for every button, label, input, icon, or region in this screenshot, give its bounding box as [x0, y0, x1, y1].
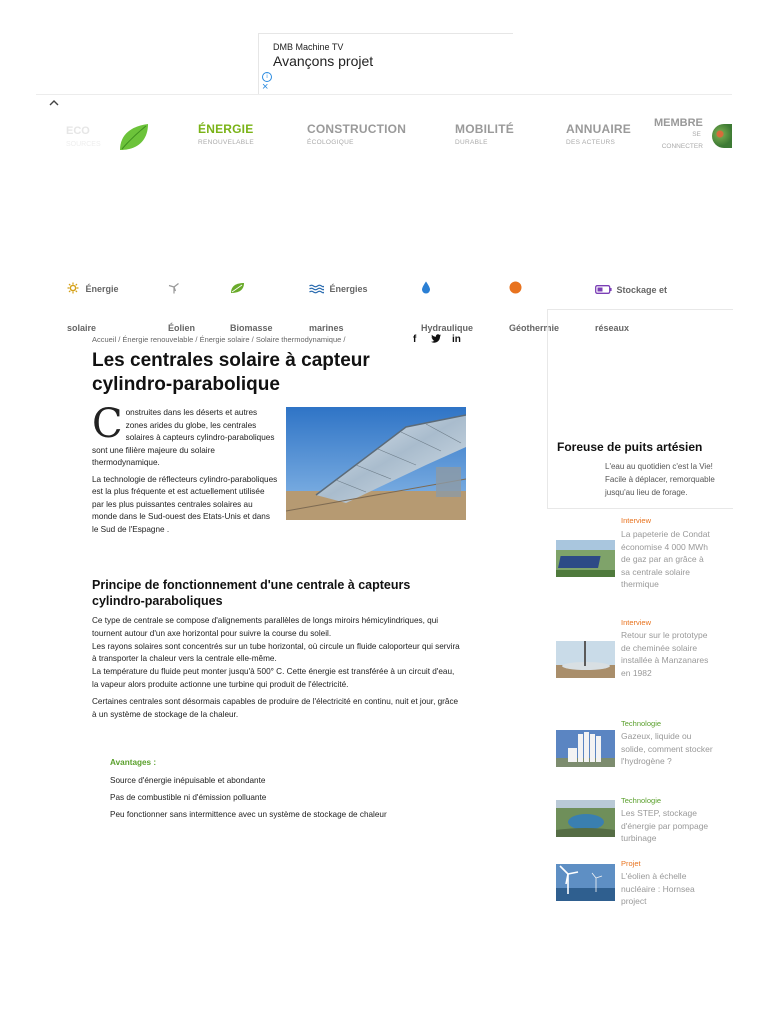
member-login[interactable] — [654, 117, 703, 153]
article-thumbnail[interactable] — [556, 864, 615, 901]
category-line1: Stockage et — [616, 285, 667, 295]
nav-energie[interactable] — [198, 122, 254, 146]
article-tag: Technologie — [621, 796, 662, 805]
member-sub2: CONNECTER — [661, 143, 703, 150]
nav-sublabel: RENOUVELABLE — [198, 139, 254, 146]
article-link[interactable]: L'éolien à échelle nucléaire : Hornsea project — [621, 871, 695, 907]
close-icon[interactable]: × — [262, 81, 269, 93]
sponsored-card[interactable] — [547, 309, 733, 509]
article-tag: Interview — [621, 618, 652, 627]
dropcap: C — [92, 401, 123, 447]
nav-label: CONSTRUCTION — [307, 122, 407, 136]
waves-icon — [309, 281, 328, 298]
wind-turbine-icon[interactable] — [168, 281, 180, 299]
divider — [36, 94, 732, 95]
chevron-up-icon[interactable] — [48, 96, 60, 111]
article-thumbnail[interactable] — [556, 641, 615, 678]
nav-sublabel: ÉCOLOGIQUE — [307, 139, 354, 146]
list-item: Peu fonctionner sans intermittence avec un système de stockage de chaleur — [110, 810, 387, 819]
info-icon[interactable]: i — [262, 72, 272, 82]
body-paragraph-1: Ce type de centrale se compose d'alignements parallèles de longs miroirs hémicylindriques, qui tournent autour d'un axe horizontal pour suivre la course du soleil. — [92, 616, 439, 638]
svg-text:ECO: ECO — [66, 125, 90, 137]
member-label: MEMBRE — [654, 117, 703, 129]
body-paragraph-3: La température du fluide peut monter jusqu'à 500° C. Cette énergie est transférée à un circuit d'eau, la vapeur alors produite actionne une turbine qui produit de l'électricité. — [92, 667, 455, 689]
article-tag: Interview — [621, 516, 652, 525]
nav-label: ANNUAIRE — [566, 122, 631, 136]
article-body — [92, 615, 460, 725]
ad-headline[interactable]: Avançons projet — [273, 53, 374, 69]
category-line2[interactable]: marines — [309, 323, 344, 333]
article-intro — [92, 401, 278, 540]
sun-icon — [67, 281, 83, 298]
nav-construction[interactable] — [307, 122, 406, 146]
linkedin-icon[interactable]: in — [452, 334, 461, 345]
article-thumbnail[interactable] — [556, 800, 615, 837]
category-hydraulique[interactable]: Hydraulique — [421, 323, 474, 333]
svg-text:SOURCES: SOURCES — [66, 141, 101, 148]
category-eolien[interactable]: Éolien — [168, 323, 196, 333]
article-tag: Projet — [621, 859, 641, 868]
nav-annuaire[interactable] — [566, 122, 631, 146]
category-marines[interactable] — [309, 281, 367, 299]
nav-sublabel: DES ACTEURS — [566, 139, 616, 146]
body-paragraph-4: Certaines centrales sont désormais capables de produire de l'électricité en continu, nuit et jour, grâce à un système de stockage de la chaleur. — [92, 696, 459, 719]
ad-advertiser: DMB Machine TV — [273, 42, 344, 52]
member-sub1: SE — [692, 131, 701, 138]
category-line1: Énergies — [329, 284, 368, 294]
article-link[interactable]: La papeterie de Condat économise 4 000 MWh de gaz par an grâce à sa centrale solaire thermique — [621, 529, 710, 590]
category-biomasse[interactable]: Biomasse — [230, 323, 273, 333]
battery-icon — [595, 281, 616, 298]
category-solaire[interactable] — [67, 281, 118, 299]
nav-label: MOBILITÉ — [455, 122, 514, 136]
leaf-logo-icon[interactable] — [64, 120, 150, 154]
article-link[interactable]: Les STEP, stockage d'énergie par pompage turbinage — [621, 808, 709, 844]
advantages-heading: Avantages : — [110, 758, 157, 767]
article-tag: Technologie — [621, 719, 662, 728]
breadcrumb[interactable]: Accueil / Énergie renouvelable / Énergie solaire / Solaire thermodynamique / — [92, 335, 346, 344]
water-drop-icon[interactable] — [421, 281, 431, 299]
ad-banner[interactable] — [258, 33, 513, 95]
article-thumbnail[interactable] — [556, 730, 615, 767]
avatar[interactable] — [712, 124, 732, 148]
nav-mobilite[interactable] — [455, 122, 514, 146]
article-link[interactable]: Gazeux, liquide ou solide, comment stocker l'hydrogène ? — [621, 731, 713, 767]
sponsored-card-title[interactable]: Foreuse de puits artésien — [557, 440, 703, 454]
page-title: Les centrales solaire à capteur cylindro-parabolique — [92, 350, 370, 395]
intro-paragraph-1: onstruites dans les déserts et autres zones arides du globe, les centrales solaires à capteurs cylindro-paraboliques sont une filière majeure du solaire thermodynamique. — [92, 408, 275, 467]
intro-paragraph-2: La technologie de réflecteurs cylindro-paraboliques est la plus fréquente et est actuellement utilisée par les plus puissantes centrales solaires au monde dans le Sud-ouest des Etats-Unis et dans le Sud de l'Espagne . — [92, 474, 278, 534]
list-item: Source d'énergie inépuisable et abondante — [110, 776, 266, 785]
nav-label: ÉNERGIE — [198, 122, 254, 136]
category-stockage[interactable] — [595, 281, 667, 299]
category-line1: Énergie — [85, 284, 119, 294]
nav-sublabel: DURABLE — [455, 139, 488, 146]
section-heading: Principe de fonctionnement d'une centrale à capteurs cylindro-paraboliques — [92, 578, 411, 608]
article-thumbnail[interactable] — [556, 540, 615, 577]
list-item: Pas de combustible ni d'émission polluante — [110, 793, 267, 802]
geothermal-icon[interactable] — [509, 281, 522, 299]
facebook-icon[interactable]: f — [413, 334, 417, 345]
category-line2[interactable]: réseaux — [595, 323, 630, 333]
twitter-icon[interactable] — [431, 334, 441, 346]
category-geothermie[interactable]: Géothermie — [509, 323, 560, 333]
category-line2[interactable]: solaire — [67, 323, 97, 333]
article-link[interactable]: Retour sur le prototype de cheminée solaire installée à Manzanares en 1982 — [621, 630, 709, 678]
sponsored-card-description: L'eau au quotidien c'est la Vie! Facile à déplacer, remorquable jusqu'au lieu de forage. — [605, 462, 715, 497]
body-paragraph-2: Les rayons solaires sont concentrés sur un tube horizontal, où circule un fluide caloporteur qui servira à transporter la chaleur vers la centrale elle-même. — [92, 641, 460, 664]
leaf-icon[interactable] — [230, 281, 245, 299]
hero-image — [286, 407, 466, 520]
